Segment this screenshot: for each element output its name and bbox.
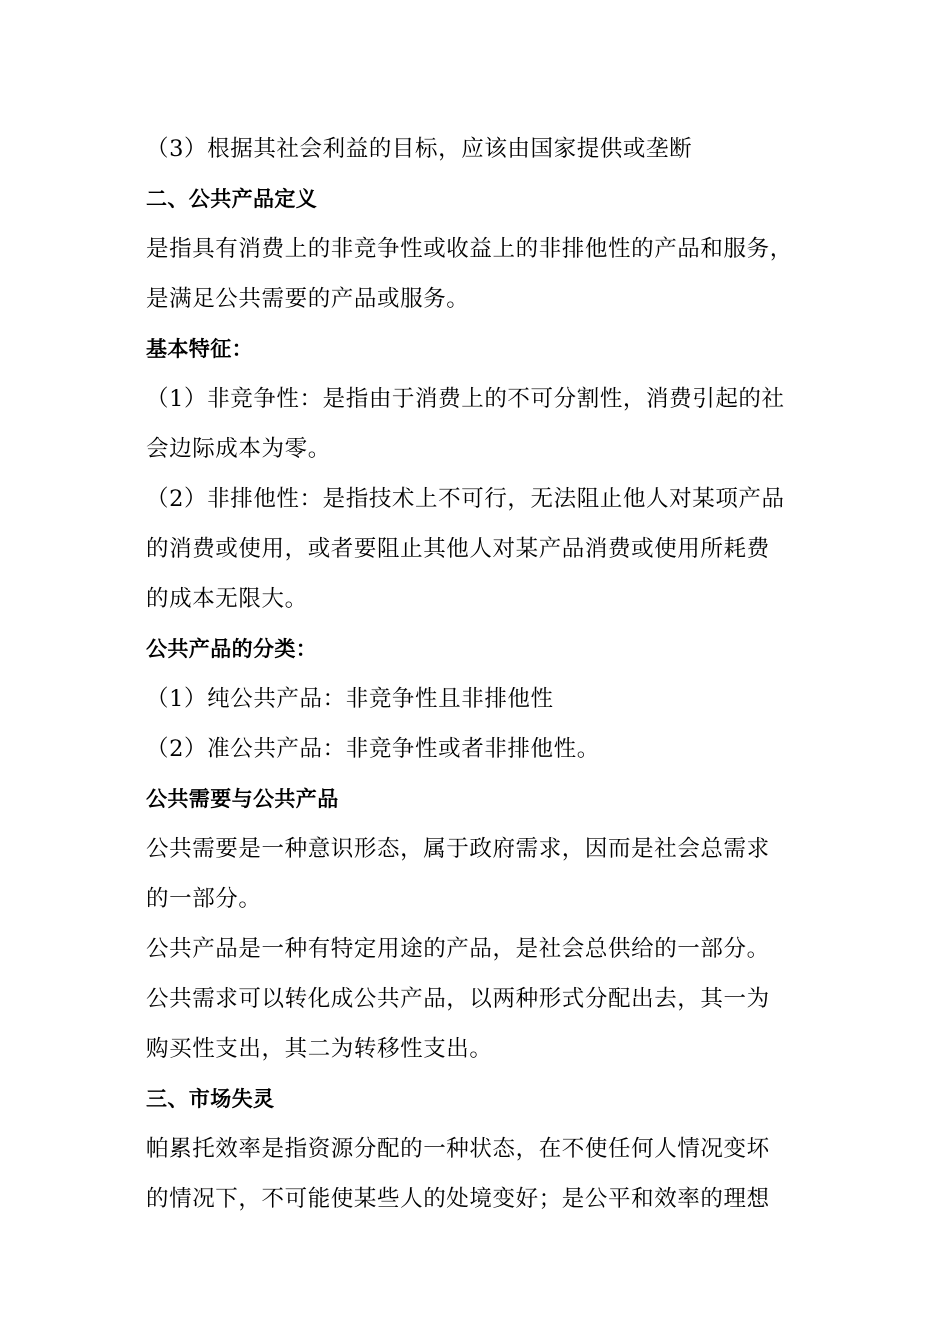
- list-item-2: （2）准公共产品：非竞争性或者非排他性。: [146, 736, 600, 762]
- paragraph-line: 购买性支出，其二为转移性支出。: [146, 1036, 493, 1062]
- paragraph-line: 帕累托效率是指资源分配的一种状态，在不使任何人情况变坏: [146, 1136, 770, 1162]
- subheading-classification: 公共产品的分类：: [146, 637, 318, 661]
- list-item-1: （1）非竞争性：是指由于消费上的不可分割性，消费引起的社: [146, 386, 785, 412]
- list-item-2-continued: 的消费或使用，或者要阻止其他人对某产品消费或使用所耗费: [146, 536, 770, 562]
- document-body: [146, 124, 836, 1224]
- list-item-1: （1）纯公共产品：非竞争性且非排他性: [146, 686, 554, 712]
- paragraph-line: 公共需要是一种意识形态，属于政府需求，因而是社会总需求: [146, 836, 770, 862]
- section-heading-market-failure: 三、市场失灵: [146, 1087, 275, 1111]
- section-heading-public-goods-definition: 二、公共产品定义: [146, 187, 318, 211]
- subheading-basic-features: 基本特征：: [146, 337, 253, 361]
- list-item-1-continued: 会边际成本为零。: [146, 436, 331, 462]
- subheading-public-needs-and-goods: 公共需要与公共产品: [146, 787, 339, 811]
- paragraph-line: 公共产品是一种有特定用途的产品，是社会总供给的一部分。: [146, 936, 770, 962]
- paragraph-line: 是指具有消费上的非竞争性或收益上的非排他性的产品和服务，: [146, 236, 793, 262]
- list-item-2-continued: 的成本无限大。: [146, 586, 308, 612]
- paragraph-line: 的一部分。: [146, 886, 262, 912]
- list-item-2: （2）非排他性：是指技术上不可行，无法阻止他人对某项产品: [146, 486, 785, 512]
- paragraph-line: 是满足公共需要的产品或服务。: [146, 286, 470, 312]
- paragraph-line: 公共需求可以转化成公共产品，以两种形式分配出去，其一为: [146, 986, 770, 1012]
- paragraph-line: 的情况下，不可能使某些人的处境变好；是公平和效率的理想: [146, 1186, 770, 1212]
- list-item-3: （3）根据其社会利益的目标，应该由国家提供或垄断: [146, 136, 693, 162]
